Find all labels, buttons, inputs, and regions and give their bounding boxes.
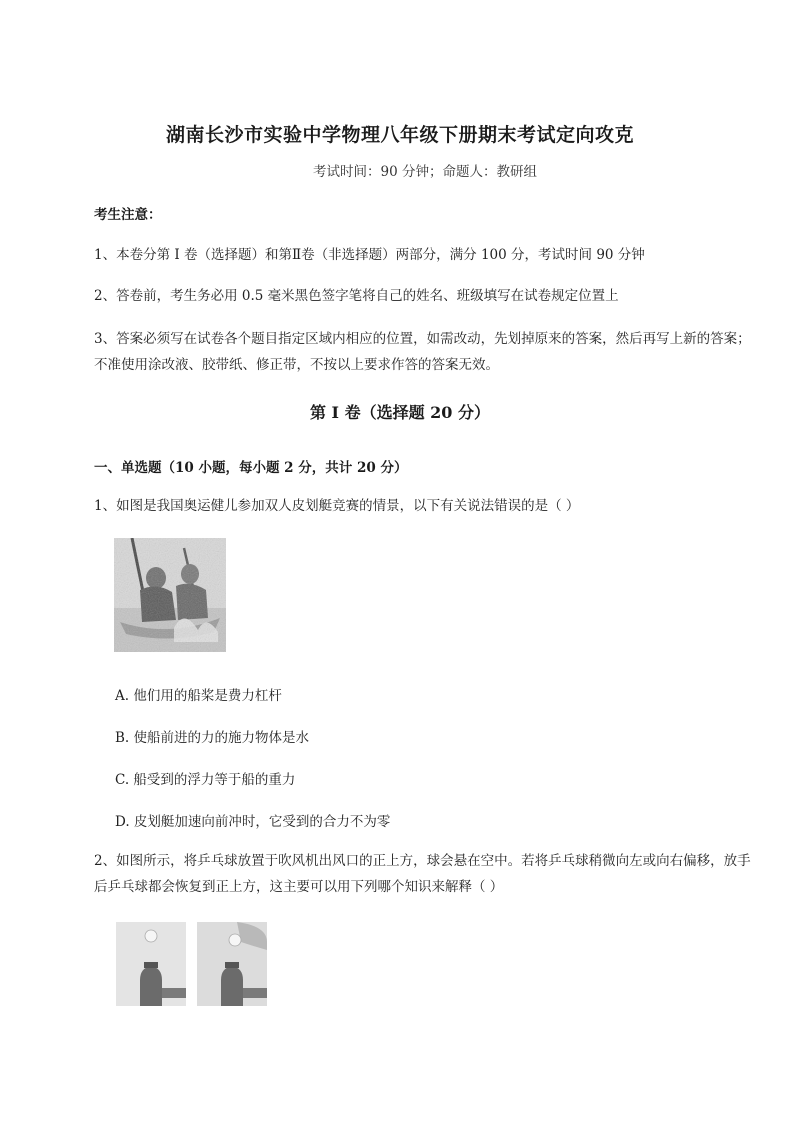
notice-1: 1、本卷分第 I 卷（选择题）和第Ⅱ卷（非选择题）两部分，满分 100 分，考试时间 90 分钟 (94, 247, 645, 263)
question-2-stem: 2、如图所示，将乒乓球放置于吹风机出风口的正上方，球会悬在空中。若将乒乓球稍微向左或向右偏移，放手后乒乓球都会恢复到正上方，这主要可以用下列哪个知识来解释（ ） (94, 853, 751, 895)
section-title: 第 I 卷（选择题 20 分） (309, 403, 491, 422)
hairdryer-photo-2 (197, 922, 267, 1006)
part-heading: 一、单选题（10 小题，每小题 2 分，共计 20 分） (94, 460, 408, 476)
q1-option-d: D. 皮划艇加速向前冲时，它受到的合力不为零 (115, 814, 391, 830)
hairdryer-photo-1 (116, 922, 186, 1006)
q1-option-c: C. 船受到的浮力等于船的重力 (115, 772, 296, 788)
notice-2: 2、答卷前，考生务必用 0.5 毫米黑色签字笔将自己的姓名、班级填写在试卷规定位置上 (94, 288, 619, 304)
question-1-stem: 1、如图是我国奥运健儿参加双人皮划艇竞赛的情景，以下有关说法错误的是（ ） (94, 498, 580, 514)
exam-title: 湖南长沙市实验中学物理八年级下册期末考试定向攻克 (165, 124, 634, 146)
exam-subtitle: 考试时间：90 分钟；命题人：教研组 (313, 164, 537, 180)
kayak-photo (114, 538, 226, 652)
q1-option-b: B. 使船前进的力的施力物体是水 (115, 730, 310, 746)
q1-option-a: A. 他们用的船桨是费力杠杆 (115, 688, 282, 704)
notice-heading: 考生注意： (94, 207, 162, 223)
notice-3: 3、答案必须写在试卷各个题目指定区域内相应的位置，如需改动，先划掉原来的答案，然后再写上新的答案；不准使用涂改液、胶带纸、修正带，不按以上要求作答的答案无效。 (94, 331, 751, 373)
